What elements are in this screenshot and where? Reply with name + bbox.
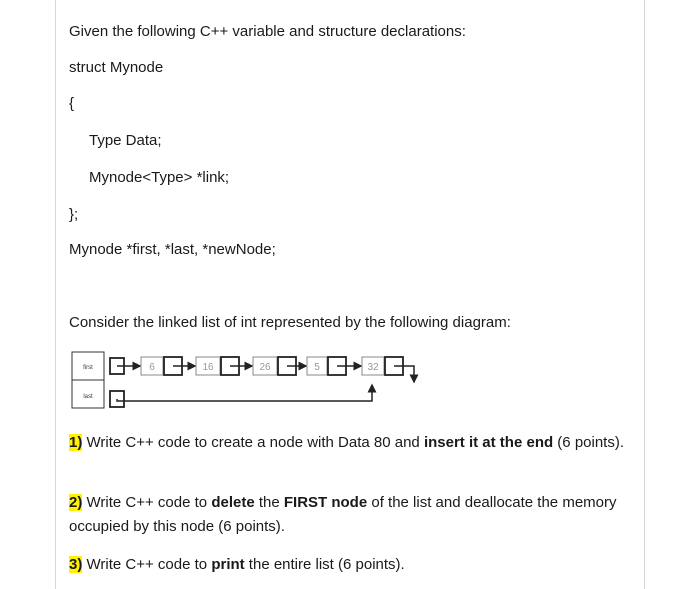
intro-text: Given the following C++ variable and structure declarations: — [69, 23, 466, 40]
question-3: 3) Write C++ code to print the entire list (6 points). — [69, 556, 405, 573]
code-line-link: Mynode<Type> *link; — [89, 169, 230, 186]
list-node — [362, 357, 414, 382]
question-1: 1) Write C++ code to create a node with Data 80 and insert it at the end (6 points). — [69, 434, 625, 451]
node-value: 26 — [259, 362, 271, 373]
question-2-number: 2) — [69, 494, 83, 511]
node-value: 32 — [367, 362, 379, 373]
list-node — [253, 357, 306, 375]
list-node — [141, 357, 195, 375]
consider-text: Consider the linked list of int represented by the following diagram: — [69, 314, 511, 331]
node-value: 6 — [149, 362, 155, 373]
code-line-pointers: Mynode *first, *last, *newNode; — [69, 241, 276, 258]
node-value: 16 — [202, 362, 214, 373]
node-value: 5 — [314, 362, 320, 373]
code-line-data: Type Data; — [89, 132, 162, 149]
code-line-close-brace: }; — [69, 206, 79, 223]
first-label: first — [83, 365, 93, 371]
question-2: 2) Write C++ code to delete the FIRST node of the list and deallocate the memory occupied by this node (6 points). — [69, 494, 617, 535]
code-line-open-brace: { — [69, 95, 75, 112]
code-line-struct: struct Mynode — [69, 59, 164, 76]
question-3-number: 3) — [69, 556, 83, 573]
last-label: last — [83, 394, 93, 400]
question-1-number: 1) — [69, 434, 83, 451]
list-node — [307, 357, 361, 375]
list-node — [196, 357, 252, 375]
